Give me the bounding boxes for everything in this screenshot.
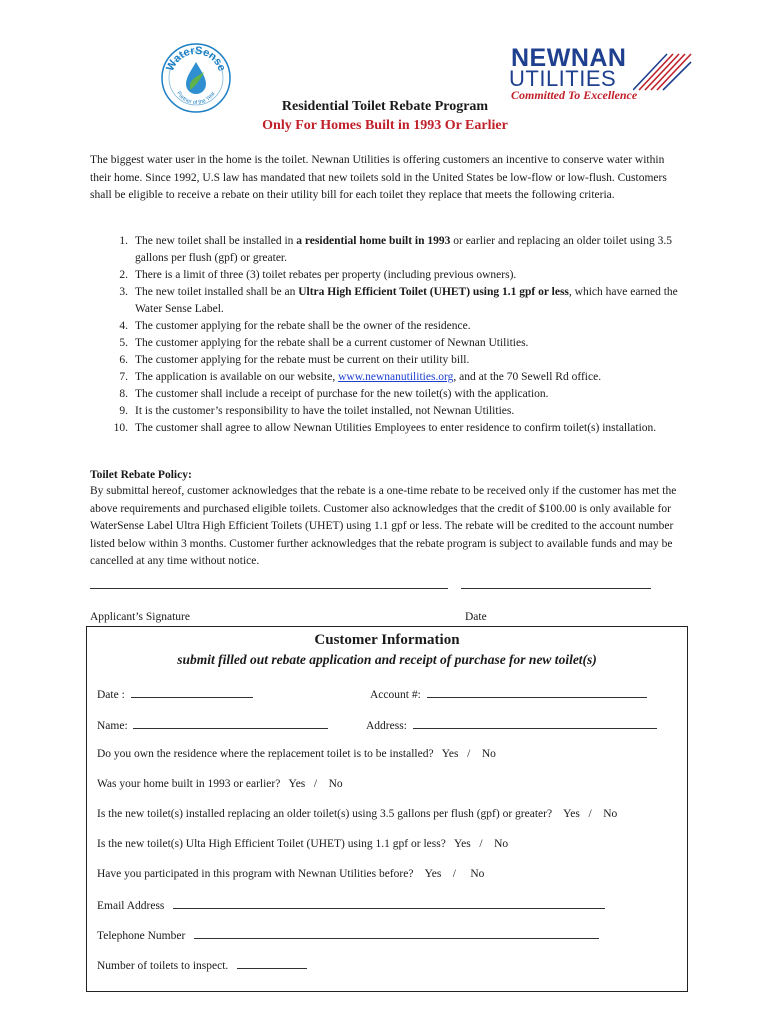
question-replacing-older: Is the new toilet(s) installed replacing an older toilet(s) using 3.5 gallons per flush (gpf) or greater? Yes / No bbox=[97, 808, 618, 820]
question-built-1993: Was your home built in 1993 or earlier? Yes / No bbox=[97, 778, 343, 790]
date-field: Date : bbox=[97, 687, 253, 701]
criteria-item: 6. The customer applying for the rebate must be current on their utility bill. bbox=[119, 354, 470, 366]
customer-info-title: Customer Information bbox=[314, 632, 460, 648]
toilets-input[interactable] bbox=[237, 958, 307, 969]
logo-line1: NEWNAN bbox=[511, 44, 627, 72]
no-option[interactable]: No bbox=[328, 778, 343, 790]
email-field: Email Address bbox=[97, 898, 605, 912]
logo-swoosh-icon bbox=[633, 50, 693, 94]
yes-option[interactable]: Yes bbox=[441, 748, 459, 760]
yes-option[interactable]: Yes bbox=[288, 778, 306, 790]
criteria-item: 7. The application is available on our website, www.newnanutilities.org, and at the 70 Sewell Rd office. bbox=[119, 371, 602, 383]
no-option[interactable]: No bbox=[470, 868, 485, 880]
signature-date-label: Date bbox=[465, 611, 487, 623]
date-input[interactable] bbox=[131, 687, 253, 698]
phone-input[interactable] bbox=[194, 928, 599, 939]
criteria-item: 1. The new toilet shall be installed in a residential home built in 1993 or earlier and replacing an older toilet using 3.5 gallons per flush (gpf) or greater. bbox=[119, 235, 672, 264]
website-link[interactable]: www.newnanutilities.org bbox=[338, 371, 454, 383]
criteria-item: 5. The customer applying for the rebate shall be a current customer of Newnan Utilities. bbox=[119, 337, 529, 349]
phone-field: Telephone Number bbox=[97, 928, 599, 942]
logo-tagline: Committed To Excellence bbox=[511, 88, 638, 102]
toilets-field: Number of toilets to inspect. bbox=[97, 958, 307, 972]
yes-option[interactable]: Yes bbox=[424, 868, 442, 880]
customer-info-subtitle: submit filled out rebate application and receipt of purchase for new toilet(s) bbox=[177, 652, 597, 667]
criteria-item: 9. It is the customer’s responsibility to have the toilet installed, not Newnan Utilities. bbox=[119, 405, 515, 417]
name-input[interactable] bbox=[133, 718, 328, 729]
criteria-item: 3. The new toilet installed shall be an Ultra High Efficient Toilet (UHET) using 1.1 gpf or less, which have earned the Water Sense Label. bbox=[119, 286, 678, 315]
question-participated: Have you participated in this program with Newnan Utilities before? Yes / No bbox=[97, 868, 485, 880]
criteria-item: 10. The customer shall agree to allow Newnan Utilities Employees to enter residence to confirm toilet(s) installation. bbox=[113, 422, 657, 434]
email-input[interactable] bbox=[173, 898, 605, 909]
criteria-list bbox=[90, 233, 685, 437]
yes-option[interactable]: Yes bbox=[563, 808, 580, 820]
page-title: Residential Toilet Rebate Program bbox=[281, 99, 489, 114]
watersense-tagline: Partner of the Year bbox=[175, 90, 217, 107]
no-option[interactable]: No bbox=[603, 808, 618, 820]
address-field: Address: bbox=[366, 718, 657, 732]
account-input[interactable] bbox=[427, 687, 647, 698]
no-option[interactable]: No bbox=[481, 748, 496, 760]
question-own-residence: Do you own the residence where the replacement toilet is to be installed? Yes / No bbox=[97, 748, 496, 760]
criteria-item: 2. There is a limit of three (3) toilet rebates per property (including previous owners). bbox=[119, 269, 517, 281]
policy-text: By submittal hereof, customer acknowledges that the rebate is a one-time rebate to be received only if the customer has met the above requirements and purchased eligible toilets. Customer also acknowledges that the credit of $100.00 is only available for WaterSense Label Ultra High Efficient Toilets (UHET) using 1.1 gpf or less. The rebate will be credited to the account number listed below within 3 months. Customer further acknowledges that the rebate program is subject to available funds and may be cancelled at any time without notice. bbox=[90, 485, 677, 567]
no-option[interactable]: No bbox=[494, 838, 509, 850]
applicant-signature-label: Applicant’s Signature bbox=[90, 611, 190, 623]
address-input[interactable] bbox=[413, 718, 657, 729]
yes-option[interactable]: Yes bbox=[454, 838, 471, 850]
signature-date-line[interactable] bbox=[461, 588, 651, 589]
logo-line2: UTILITIES bbox=[509, 66, 617, 91]
page-subtitle: Only For Homes Built in 1993 Or Earlier bbox=[262, 118, 508, 133]
policy-heading: Toilet Rebate Policy: bbox=[90, 469, 192, 481]
criteria-item: 8. The customer shall include a receipt of purchase for the new toilet(s) with the application. bbox=[119, 388, 549, 400]
intro-paragraph: The biggest water user in the home is the toilet. Newnan Utilities is offering customers an incentive to conserve water within their home. Since 1992, U.S law has mandated that new toilets sold in the United States be low-flow or low-flush. Customers shall be eligible to receive a rebate on their utility bill for each toilet they replace that meets the following criteria. bbox=[90, 154, 667, 201]
account-field: Account #: bbox=[370, 687, 647, 701]
name-field: Name: bbox=[97, 718, 328, 732]
criteria-item: 4. The customer applying for the rebate shall be the owner of the residence. bbox=[119, 320, 471, 332]
signature-line[interactable] bbox=[90, 588, 448, 589]
watersense-name: WaterSense bbox=[164, 44, 228, 74]
newnan-utilities-logo bbox=[505, 42, 695, 102]
question-uhet: Is the new toilet(s) Ulta High Efficient Toilet (UHET) using 1.1 gpf or less? Yes / No bbox=[97, 838, 509, 850]
